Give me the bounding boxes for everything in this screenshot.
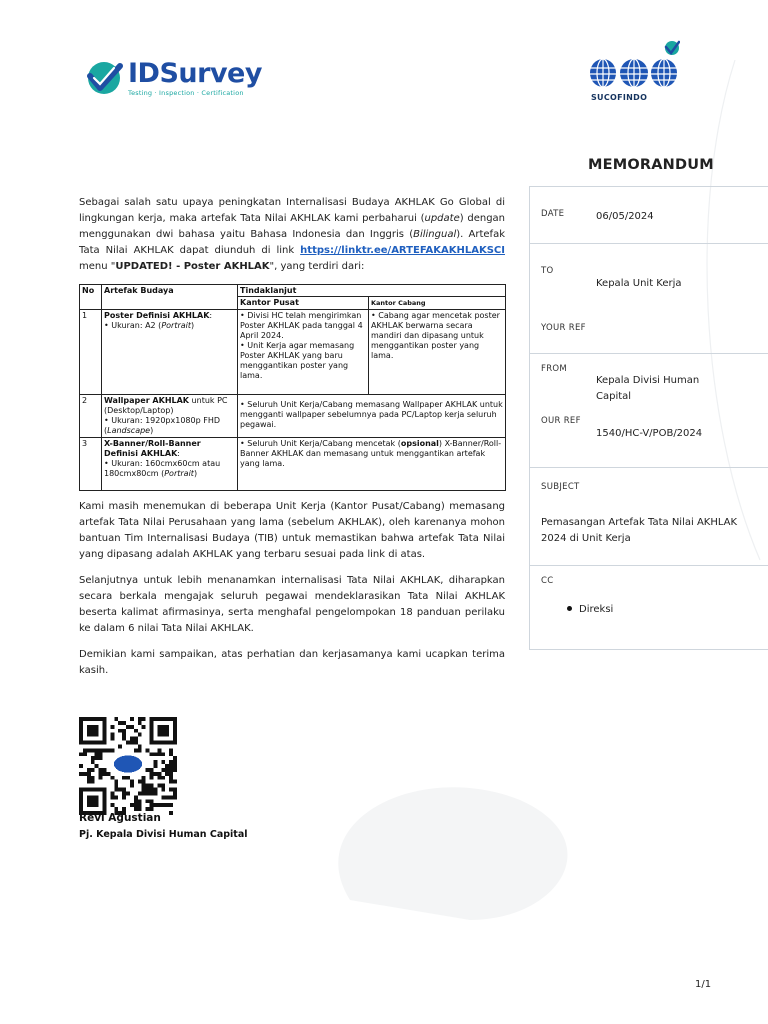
memo-metadata-panel	[529, 186, 768, 650]
artefak-size: • Ukuran: 1920px1080p FHD (	[104, 416, 221, 435]
table-row	[80, 310, 506, 395]
idsurvey-tagline: Testing · Inspection · Certification	[128, 88, 244, 97]
update-term: update	[424, 213, 460, 224]
signer-title: Pj. Kepala Divisi Human Capital	[79, 829, 248, 840]
our-ref-label: OUR REF	[541, 416, 581, 426]
artefak-title-colon: :	[177, 449, 180, 458]
row-artefak	[102, 395, 238, 438]
row-no: 3	[80, 438, 102, 491]
your-ref-label: YOUR REF	[541, 323, 586, 333]
date-label: DATE	[541, 209, 565, 219]
header-kantor-pusat: Kantor Pusat	[238, 297, 369, 310]
artefak-download-link[interactable]: https://linktr.ee/ARTEFAKAKHLAKSCI	[300, 245, 505, 256]
from-value-line-2: Capital	[596, 391, 632, 402]
artefak-size: • Ukuran: 160cmx60cm atau 180cmx80cm (	[104, 459, 221, 478]
subject-row	[530, 467, 768, 565]
bullet-icon	[567, 606, 572, 611]
from-value-line-1: Kepala Divisi Human	[596, 375, 700, 386]
from-label: FROM	[541, 364, 568, 374]
row-artefak	[102, 438, 238, 491]
artefak-orientation: Portrait	[161, 321, 192, 330]
our-ref-value: 1540/HC-V/POB/2024	[596, 428, 703, 439]
artefak-title: Poster Definisi AKHLAK	[104, 311, 210, 320]
pusat-action: • Divisi HC telah mengirimkan Poster AKHLAK pada tanggal 4 April 2024.	[240, 311, 363, 340]
date-row	[530, 186, 768, 243]
subject-value: Pemasangan Artefak Tata Nilai AKHLAK 2024 di Unit Kerja	[541, 517, 738, 544]
row-no: 1	[80, 310, 102, 395]
page-number: 1/1	[695, 979, 712, 990]
menu-name: UPDATED! - Poster AKHLAK	[115, 261, 270, 272]
to-label: TO	[541, 266, 554, 276]
pusat-action: • Unit Kerja agar memasang Poster AKHLAK yang baru menggantikan poster yang lama.	[240, 341, 355, 380]
paragraph-reminder: Kami masih menemukan di beberapa Unit Kerja (Kantor Pusat/Cabang) memasang artefak Tata Nilai Perusahaan yang lama (sebelum AKHLAK), oleh karenanya mohon bantuan Tim Internalisasi Budaya (TIB) untuk memastikan bahwa artefak Tata Nilai yang dipasang adalah AKHLAK yang terbaru sesuai pada link di atas.	[79, 501, 505, 560]
intro-text: menu "	[79, 261, 116, 272]
idsurvey-brand: IDSurvey	[128, 57, 262, 89]
header-tindaklanjut: Tindaklanjut	[238, 285, 506, 297]
artefak-table	[79, 284, 506, 491]
intro-text: ). Artefak Tata Nilai AKHLAK dapat diunduh di link	[79, 229, 505, 256]
sucofindo-logo	[588, 40, 688, 102]
sucofindo-name: SUCOFINDO	[591, 93, 648, 102]
idsurvey-check-icon	[84, 58, 124, 98]
row-tindaklanjut: • Seluruh Unit Kerja/Cabang memasang Wallpaper AKHLAK untuk mengganti wallpaper sebelumnya pada PC/Laptop kerja seluruh pegawai.	[238, 395, 506, 438]
paragraph-closing: Demikian kami sampaikan, atas perhatian dan kerjasamanya kami ucapkan terima kasih.	[79, 649, 505, 676]
to-row	[530, 243, 768, 353]
to-value: Kepala Unit Kerja	[596, 278, 682, 289]
paragraph-intro	[79, 195, 505, 275]
paragraph-internalization: Selanjutnya untuk lebih menanamkan internalisasi Tata Nilai AKHLAK, diharapkan secara berkala mengajak seluruh pegawai mendeklarasikan Tata Nilai AKHLAK beserta kalimat afirmasinya, serta menghafal pengelompokan 18 panduan perilaku ke dalam 6 nilai Tata Nilai AKHLAK.	[79, 575, 505, 634]
cc-list-item	[567, 602, 613, 618]
intro-text: ", yang terdiri dari:	[269, 261, 365, 272]
date-value: 06/05/2024	[596, 211, 654, 222]
intro-text: ) dengan menggunakan dwi bahasa yaitu Bahasa Indonesia dan Inggris (	[79, 213, 506, 240]
signature-qr-code	[79, 717, 177, 815]
signer-name: Revi Agustian	[79, 812, 161, 824]
table-row	[80, 438, 506, 491]
row-kantor-pusat	[238, 310, 369, 395]
header-artefak: Artefak Budaya	[102, 285, 238, 310]
cc-row	[530, 565, 768, 650]
sucofindo-globe-icon	[588, 40, 680, 90]
idsurvey-logo	[84, 58, 262, 98]
table-header-row	[80, 285, 506, 297]
tindak-text: ) X-Banner/Roll-Banner AKHLAK dan memasang untuk menggantikan artefak yang lama.	[240, 439, 502, 468]
header-kantor-cabang: Kantor Cabang	[369, 297, 506, 310]
bilingual-term: Bilingual	[413, 229, 457, 240]
artefak-title-colon: :	[209, 311, 213, 320]
cc-label: CC	[541, 576, 554, 586]
artefak-orientation: Portrait	[164, 469, 194, 478]
header-no: No	[80, 285, 102, 310]
tindak-text: • Seluruh Unit Kerja/Cabang mencetak (	[240, 439, 401, 448]
tindak-optional: opsional	[400, 439, 439, 448]
artefak-size-end: )	[193, 469, 198, 478]
artefak-orientation: Landscape	[107, 426, 151, 435]
row-kantor-cabang: • Cabang agar mencetak poster AKHLAK berwarna secara mandiri dan dipasang untuk menggantikan poster yang lama.	[369, 310, 506, 395]
artefak-size: • Ukuran: A2 (	[104, 321, 162, 330]
artefak-title: Wallpaper AKHLAK	[104, 396, 190, 405]
intro-text: Sebagai salah satu upaya peningkatan Internalisasi Budaya AKHLAK Go Global di lingkungan kerja, maka artefak Tata Nilai AKHLAK kami perbaharui (	[79, 197, 505, 224]
cc-item-text: Direksi	[579, 604, 614, 615]
table-row	[80, 395, 506, 438]
artefak-title: X-Banner/Roll-Banner Definisi AKHLAK	[104, 439, 201, 458]
artefak-size-end: )	[191, 321, 195, 330]
artefak-size-end: )	[150, 426, 154, 435]
artefak-title-rest: untuk PC (Desktop/Laptop)	[104, 396, 228, 415]
subject-label: SUBJECT	[541, 482, 580, 492]
row-no: 2	[80, 395, 102, 438]
memo-title: MEMORANDUM	[588, 157, 714, 173]
row-tindaklanjut	[238, 438, 506, 491]
from-row	[530, 353, 768, 467]
row-artefak	[102, 310, 238, 395]
